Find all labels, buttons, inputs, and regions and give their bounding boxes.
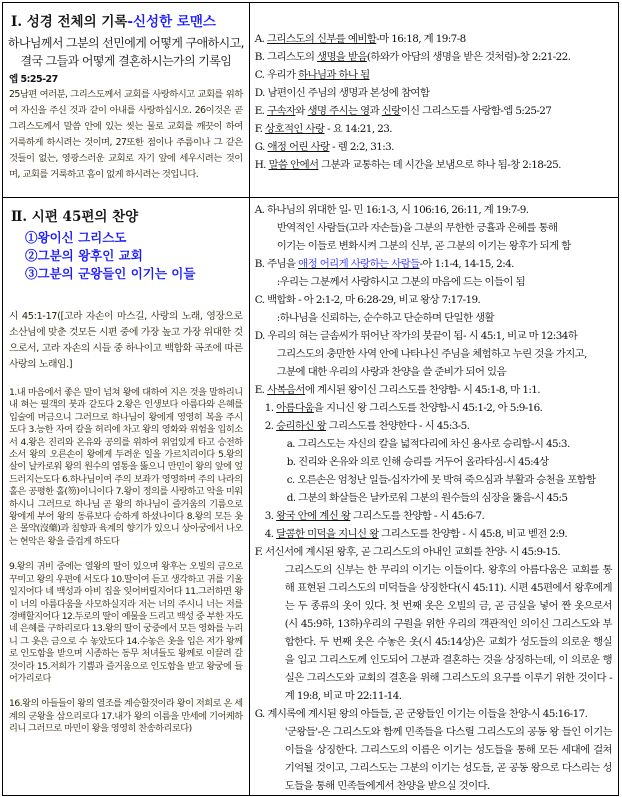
text-segment: 1. [264,402,277,414]
outline-line [255,471,618,489]
text-segment: E. [254,384,268,396]
underlined-phrase: 생명을 받음 [317,51,367,63]
text-segment: 그리스도를 찬양함 - 시 45:8, 비교 벧전 2:9. [378,528,568,540]
theme-item: ②그분의 왕후인 교회 [25,248,143,263]
text-segment: - 렘 2:2, 31:3. [329,141,394,153]
outline-point [255,84,618,102]
section-2-title: Ⅱ. 시편 45편의 찬양 [11,209,139,225]
outline-line [255,543,618,561]
outline-line [255,201,618,219]
outline-line [255,291,618,309]
underlined-phrase: 생명 주시는 영 [307,105,370,117]
section-1-left [3,3,250,198]
outline-line [255,309,618,327]
underlined-phrase: 상호적인 사랑 [265,123,325,135]
text-segment: -아 1:1-4, 14-15, 2:4. [419,258,514,270]
text-segment: 그리스도의 충만한 사역 안에 나타나신 주님을 체험하고 누린 것을 가지고, [276,348,587,360]
text-segment: 에 계시된 왕이신 그리스도를 찬양함- 시 45:1-8, 마 1:1. [304,384,540,396]
outline-line [255,381,618,399]
outline-point [255,120,618,138]
section-2-left [3,198,250,796]
underlined-phrase: 하나님과 하나 됨 [298,69,370,81]
text-segment: d. 그분의 화살들은 날카로워 그분의 원수들의 심장을 뚫음-시 45:5 [286,492,568,504]
subtitle-line: 결국 그들과 어떻게 결혼하시는가의 기록임 [20,54,232,68]
text-segment: 이기는 이들로 변화시켜 그분의 신부, 곧 그분의 이기는 왕후가 되게 함 [276,240,571,252]
underlined-phrase: 신랑 [381,105,401,117]
highlighted-phrase: 애정 어리게 사랑하는 사람들 [298,258,420,270]
outline-line [255,435,618,453]
text-segment: 이신 그리스도를 사랑함-엡 5:25-27 [400,105,552,117]
underlined-phrase: 왕국 안에 계신 왕 [276,510,351,522]
outline-line [255,489,618,507]
text-segment: B. 그리스도의 [254,51,318,63]
text-segment: a. 그리스도는 자신의 칼을 넓적다리에 차신 용사로 승리함-시 45:3. [286,438,570,450]
text-segment: :우리는 그분께서 사랑하시고 그분의 마음에 드는 이들이 됨 [276,276,526,288]
outline-line [255,723,618,795]
text-segment: c. 오른손은 엄청난 일들-십자가에 못 박혀 죽으심과 부활과 승천을 포함함 [286,474,596,486]
outline-line [255,327,618,345]
outline-line [255,561,618,705]
text-segment: 그분과 교통하는 데 시간을 보냄으로 하나 됨-창 2:18-25. [318,159,561,171]
text-segment: 그리스도의 신부는 한 무리의 이기는 이들이다. 왕후의 아름다움은 교회를 통해 표현된 그리스도의 미덕들을 상징한다(시 45:11). 시편 45편에서 왕후에게는 두 종류의 옷이 있다. 첫 번째 옷은 오빌의 금, 곧 금실을 넣어 짠 옷으로서(시 45:9하, 13하)우리의 구원을 위한 우리의 객관적인 의이신 그리스도와 부합한다. 두 번째 옷은 수놓은 옷(시 45:14상)은 교회가 성도들의 의로운 행실을 입고 그리스도께 인도되어 그분과 결혼하는 것을 상징하는데, 이 의로운 행실은 그리스도와 교회의 결혼을 위해 그리스도의 요구를 이루기 위한 것이다 - 계 19:8, 비교 마 22:11-14. [284,564,612,702]
text-segment: 2. [264,420,277,432]
outline-line [255,273,618,291]
section-1-row [3,3,619,198]
underlined-phrase: 말씀 안에서 [268,159,319,171]
text-segment: E. [254,105,268,117]
section-2-row [3,198,619,796]
text-segment: 4. [264,528,277,540]
underlined-phrase: 애정 어린 사랑 [267,141,330,153]
outline-line [255,453,618,471]
outline-point [255,66,618,84]
text-segment: C. 우리가 [254,69,299,81]
outline-line [255,237,618,255]
text-segment: 와 [295,105,308,117]
text-segment: G. [254,141,268,153]
text-segment: D. 우리의 혀는 글솜씨가 뛰어난 작가의 붓끝이 됨- 시 45:1, 비교 마 12:34하 [254,330,578,342]
scripture-reference: 엡 5:25-27 [9,74,58,85]
scripture-text: 25남편 여러분, 그리스도께서 교회를 사랑하시고 교회를 위하여 자신을 주신 것과 같이 아내를 사랑하십시오. 26이것은 곧 그리스도께서 말씀 안에 있는 씻는 물로 교회를 깨끗이 하여 거룩하게 하시려는 것이며, 27또한 점이나 주름이나 그 같은 것들이 없는, 영광스러운 교회로 자기 앞에 세우시려는 것이며, 교회를 거룩하고 흠이 없게 하시려는 것입니다. [9,89,243,180]
text-segment: A. [254,33,267,45]
outline-line [255,363,618,381]
outline-point [255,30,618,48]
text-segment: H. [254,159,269,171]
outline-line [255,705,618,723]
section-1-title [11,10,249,30]
underlined-phrase: 그리스도의 신부를 예비함 [267,33,377,45]
text-segment: - 요 14:21, 23. [324,123,392,135]
theme-item: ①왕이신 그리스도 [25,230,127,245]
title-highlight: -신성한 로맨스 [127,14,216,30]
underlined-phrase: 구속자 [267,105,296,117]
text-segment: 그리스도를 찬양한다 - 시 45:3-5. [326,420,470,432]
outline-point [255,48,618,66]
text-segment: G. 계시록에 계시된 왕의 아들들, 곧 군왕들인 이기는 이들을 찬양-시 45:16-17. [254,708,588,720]
psalm-intro: 시 45:1-17([고라 자손이 마스길, 사랑의 노래, 영장으로 소산님에 맞춘 것모든 시편 중에 가장 높고 가장 위대한 것으로서, 고라 자손의 시들 중 하나이고 백합화 곡조에 따른 사랑의 노래임.] [9,311,243,370]
text-segment: 3. [264,510,277,522]
psalm-paragraph: 1.내 마음에서 좋은 말이 넘쳐 왕에 대하여 지은 것을 말하리니 내 혀는 필객의 붓과 같도다 2.왕은 인생보다 아름다와 은혜를 입술에 머금으니 그러므로 하나님이 왕에게 영영히 복을 주시도다 3.능한 자여 칼을 허리에 차고 왕의 영화와 위험을 입히소서 4.왕은 진리와 온유와 공의를 위하여 위엄있게 타고 승전하소서 왕의 오른손이 왕에게 두려운 일을 가르치리이다 5.왕의 살이 날카로워 왕의 원수의 염통을 뚫으니 만민이 왕의 앞에 엎드러지는도다 6.하나님이여 주의 보좌가 영영하며 주의 나라의 홀은 공평한 홀(笏)이니이다 7.왕이 정의를 사랑하고 악을 미워하시니 그러므로 하나님 곧 왕의 하나님이 즐거움의 기름으로 왕에게 부어 왕의 동류보다 승하게 하셨나이다 8.왕의 모든 옷은 몰약(沒藥)과 침향과 육계의 향기가 있으니 상아궁에서 나오는 현악은 왕을 즐겁게 하도다 [9,387,243,547]
text-segment: 반역적인 사람들(고라 자손들)을 그분의 무한한 긍휼과 은혜를 통해 [276,222,558,234]
subtitle-line: 하나님께서 그분의 선민에게 어떻게 구애하시고, [7,36,244,50]
text-segment: 과 [369,105,382,117]
text-segment: D. 남편이신 주님의 생명과 본성에 참여함 [254,87,430,99]
outline-line [255,219,618,237]
underlined-phrase: 승리하신 왕 [276,420,326,432]
psalm-paragraph: 16.왕의 아들들이 왕의 열조를 계승할것이라 왕이 저희로 온 세계의 군왕을 삼으리로다 17.내가 왕의 이름을 만세에 기어케하리니 그러므로 마민이 왕을 영영히 찬송하리로다) [9,698,243,735]
text-segment: 그분에 대한 우리의 사랑과 찬양을 쓸 준비가 되어 있음 [276,366,506,378]
text-segment: F. 서신서에 계시된 왕후, 곧 그리스도의 아내인 교회를 찬양- 시 45:9-15. [254,546,561,558]
text-segment: C. 백합화 - 아 2:1-2, 마 6:28-29, 비교 왕상 7:17-19. [254,294,481,306]
theme-item: ③그분의 군왕들인 이기는 이들 [25,266,196,281]
outline-line [255,399,618,417]
underlined-phrase: 달콤한 미덕을 지니신 왕 [276,528,379,540]
theme-list [25,229,249,283]
text-segment: A. 하나님의 위대한 일- 민 16:1-3, 시 106:16, 26:11, 계 19:7-9. [254,204,529,216]
text-segment: 그리스도를 찬양함 - 시 45:6-7. [350,510,485,522]
text-segment: 을 지니신 왕 그리스도를 찬양함-시 45:1-2, 아 5:9-16. [313,402,543,414]
outline-table [2,2,619,796]
section-1-right [249,3,618,198]
text-segment: (하와가 아담의 생명을 받은 것처럼)-창 2:21-22. [366,51,571,63]
outline-line [255,255,618,273]
text-segment: F. [254,123,266,135]
outline-point [255,138,618,156]
title-text: Ⅰ. 성경 전체의 기록 [11,14,128,30]
underlined-phrase: 사복음서 [267,384,305,396]
text-segment: B. 주님을 [254,258,299,270]
text-segment: b. 진리와 온유와 의로 인해 승리를 거두어 올라타심-시 45:4상 [286,456,549,468]
text-segment: -마 16:18, 계 19:7-8 [376,33,466,45]
outline-line [255,417,618,435]
outline-line [255,345,618,363]
text-segment: :하나님을 신뢰하는, 순수하고 단순하며 단일한 생활 [276,312,494,324]
outline-line [255,525,618,543]
section-1-points [255,30,618,174]
outline-line [255,507,618,525]
psalm-paragraph: 9.왕의 귀비 중에는 열왕의 딸이 있으며 왕후는 오빌의 금으로 꾸미고 왕의 우편에 서도다 10.딸이여 듣고 생각하고 귀를 기울일지어다 네 백성과 아비 집을 잊어버릴지어다 11.그러하면 왕이 너의 아름다움을 사모하실지라 저는 너의 주시니 너는 저를 경배할지어다 12.두로의 딸이 예물을 드리고 백성 중 부한 자도 네 은혜를 구하리로다 13.왕의 딸이 궁중에서 모든 영화를 누리니 그 옷은 금으로 수 놓았도다 14.수놓은 옷을 입은 저가 왕께로 인도함을 받으며 시종하는 동무 처녀들도 왕께로 이끌려 갈 것이라 15.저희가 기쁨과 즐거움으로 인도함을 받고 왕궁에 들어가리로다 [9,561,243,684]
outline-point [255,156,618,174]
underlined-phrase: 아름다움 [276,402,314,414]
text-segment: '군왕들'-은 그리스도와 함께 민족들을 다스릴 그리스도의 공동 왕 들인 이기는 이들을 상징한다. 그리스도의 이름은 이기는 성도들을 통해 모든 세대에 걸쳐 기억될 것이고, 그리스도는 그분의 이기는 성도들, 곧 공동 왕으로 다스리는 성도들을 통해 민족들에게서 찬양을 받으실 것이다. [284,726,612,792]
section-2-outline [255,201,618,795]
outline-point [255,102,618,120]
section-2-right [249,198,618,796]
